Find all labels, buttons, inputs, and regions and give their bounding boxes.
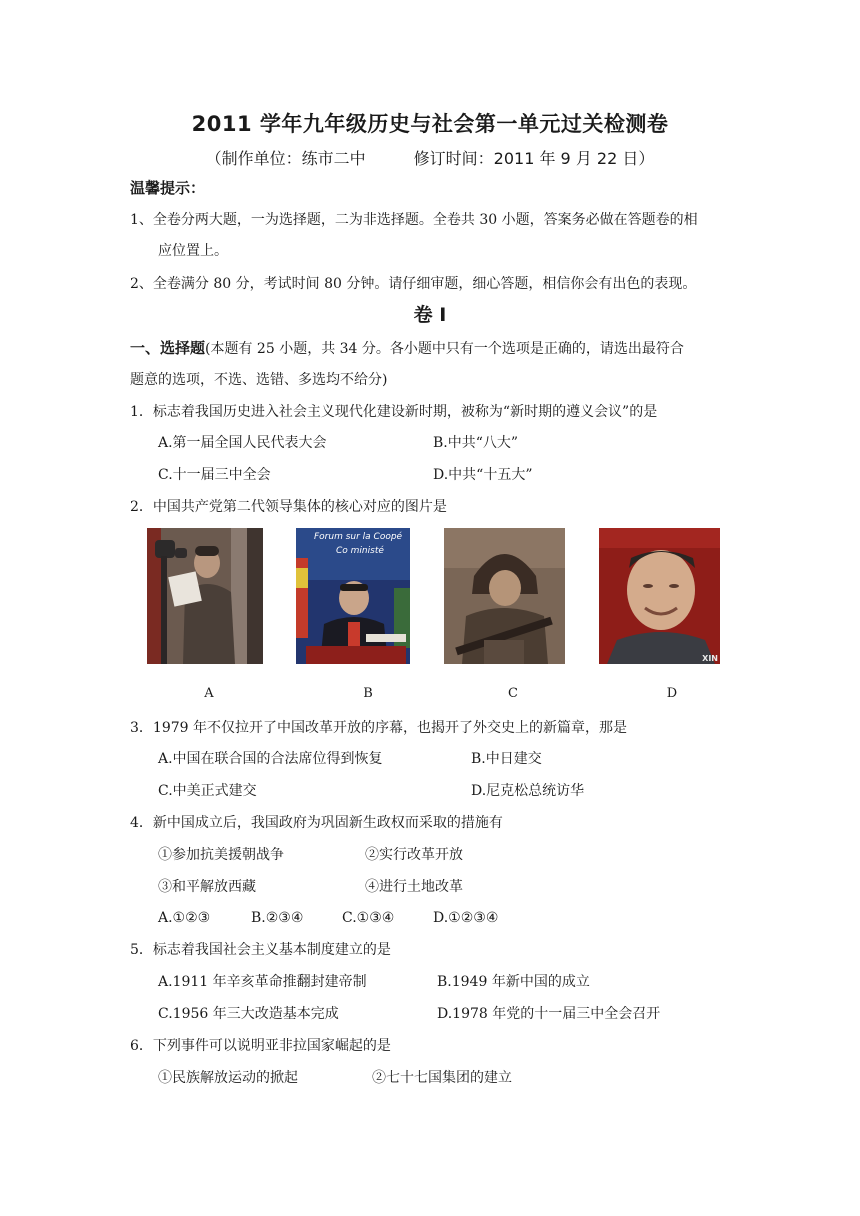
question-6-item-1: ①民族解放运动的掀起: [158, 1070, 298, 1086]
photo-label-b: B: [363, 686, 373, 701]
question-4-item-4: ④进行土地改革: [365, 879, 463, 895]
question-1-stem: 1．标志着我国历史进入社会主义现代化建设新时期，被称为“新时期的遵义会议”的是: [130, 404, 658, 420]
question-1-option-a: A.第一届全国人民代表大会: [158, 435, 327, 451]
tip-1-line-2: 应位置上。: [158, 243, 228, 259]
photo-b: [296, 528, 410, 664]
tips-heading: 温馨提示：: [130, 179, 206, 197]
subtitle-unit: （制作单位：练市二中: [205, 149, 366, 168]
question-2-stem: 2．中国共产党第二代领导集体的核心对应的图片是: [130, 499, 447, 515]
question-3-option-a: A.中国在联合国的合法席位得到恢复: [158, 751, 383, 767]
section-1-intro-text: (本题有 25 小题，共 34 分。各小题中只有一个选项是正确的，请选出最符合: [205, 341, 684, 357]
tip-2: 2、全卷满分 80 分，考试时间 80 分钟。请仔细审题，细心答题，相信你会有出色的表现。: [130, 276, 697, 292]
question-1-option-d: D.中共“十五大”: [433, 467, 533, 483]
question-3-option-c: C.中美正式建交: [158, 783, 257, 799]
photo-label-c: C: [508, 686, 518, 701]
section-1-intro-line-2: 题意的选项，不选、选错、多选均不给分): [130, 372, 388, 388]
question-6-stem: 6．下列事件可以说明亚非拉国家崛起的是: [130, 1038, 391, 1054]
question-5-option-d: D.1978 年党的十一届三中全会召开: [437, 1006, 661, 1022]
section-1-intro: [130, 338, 684, 359]
question-1-option-b: B.中共“八大”: [433, 435, 519, 451]
question-4-option-c: C.①③④: [342, 910, 395, 926]
question-1-option-c: C.十一届三中全会: [158, 467, 271, 483]
photo-d-watermark: XIN: [702, 654, 718, 663]
exam-title: 2011 学年九年级历史与社会第一单元过关检测卷: [191, 112, 669, 136]
question-4-option-d: D.①②③④: [433, 910, 499, 926]
question-4-item-3: ③和平解放西藏: [158, 879, 256, 895]
photo-a: [147, 528, 263, 664]
photo-label-d: D: [666, 686, 678, 701]
question-4-option-a: A.①②③: [158, 910, 211, 926]
question-5-option-a: A.1911 年辛亥革命推翻封建帝制: [158, 974, 367, 990]
photo-c: [444, 528, 565, 664]
photo-b-sign-line-1: Forum sur la Coopé: [314, 532, 403, 542]
tip-1-line-1: 1、全卷分两大题，一为选择题，二为非选择题。全卷共 30 小题，答案务必做在答题卷的相: [130, 212, 698, 228]
photo-d-image: [599, 528, 720, 664]
question-4-stem: 4．新中国成立后，我国政府为巩固新生政权而采取的措施有: [130, 815, 503, 831]
question-4-item-1: ①参加抗美援朝战争: [158, 847, 284, 863]
photo-b-sign-line-2: Co ministé: [336, 546, 384, 556]
question-5-option-c: C.1956 年三大改造基本完成: [158, 1006, 339, 1022]
photo-d: [599, 528, 720, 664]
section-1-heading: 一、选择题: [130, 339, 206, 357]
photo-c-image: [444, 528, 565, 664]
question-3-option-d: D.尼克松总统访华: [471, 783, 585, 799]
volume-title: 卷 Ⅰ: [413, 304, 447, 326]
question-3-stem: 3．1979 年不仅拉开了中国改革开放的序幕，也揭开了外交史上的新篇章，那是: [130, 720, 627, 736]
question-5-stem: 5．标志着我国社会主义基本制度建立的是: [130, 942, 391, 958]
exam-subtitle: [0, 146, 860, 169]
question-3-option-b: B.中日建交: [471, 751, 542, 767]
photo-label-a: A: [204, 686, 214, 701]
question-6-item-2: ②七十七国集团的建立: [372, 1070, 512, 1086]
question-4-item-2: ②实行改革开放: [365, 847, 463, 863]
question-5-option-b: B.1949 年新中国的成立: [437, 974, 590, 990]
subtitle-revision-time: 修订时间：2011 年 9 月 22 日）: [413, 149, 655, 168]
photo-a-image: [147, 528, 263, 664]
question-4-option-b: B.②③④: [251, 910, 304, 926]
